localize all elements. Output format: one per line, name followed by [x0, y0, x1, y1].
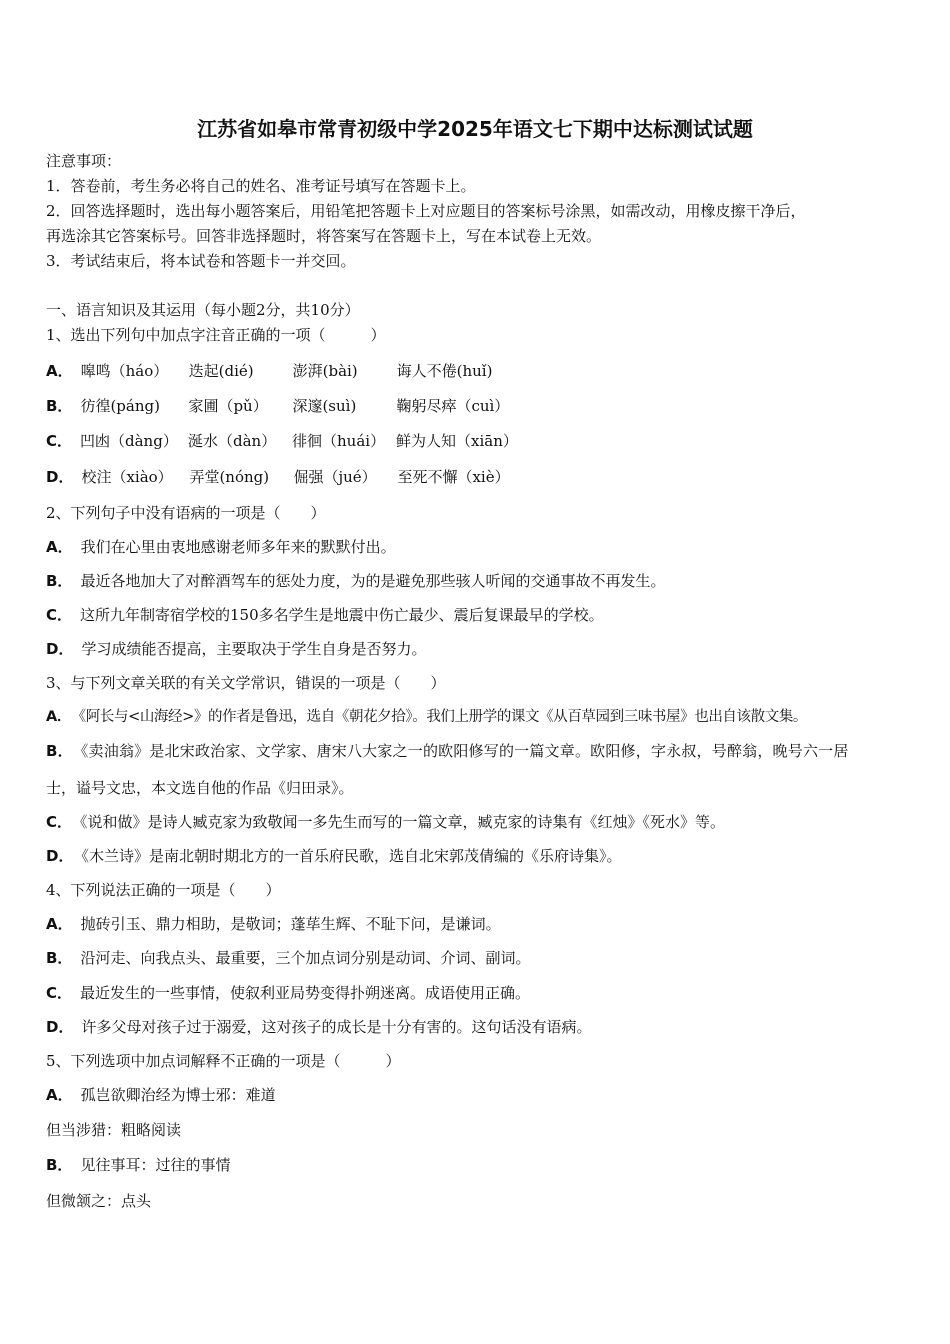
q4-option-d — [46, 1017, 591, 1037]
option-label: D． — [46, 640, 74, 658]
q3-stem: 3、与下列文章关联的有关文学常识，错误的一项是（ ） — [46, 674, 446, 692]
q2-option-a — [46, 537, 396, 557]
notice-item-2: 2．回答选择题时，选出每小题答案后，用铅笔把答题卡上对应题目的答案标号涂黑，如需改动，用橡皮擦干净后， — [46, 202, 806, 220]
option-text: 这所九年制寄宿学校的150多名学生是地震中伤亡最少、震后复课最早的学校。 — [80, 606, 604, 624]
option-part: 鞠躬尽瘁（cuì） — [396, 397, 510, 415]
option-part: 涎水（dàn） — [188, 432, 277, 450]
q1-option-a — [46, 361, 492, 381]
q4-option-b — [46, 948, 530, 968]
option-part: 校注（xiào） — [81, 468, 173, 486]
notice-heading: 注意事项： — [46, 152, 122, 170]
q5-stem: 5、下列选项中加点词解释不正确的一项是（ ） — [46, 1052, 401, 1070]
option-label: C． — [46, 432, 73, 450]
option-part: 至死不懈（xiè） — [397, 468, 510, 486]
option-label: C． — [46, 813, 73, 831]
option-part: 徘徊（huái） — [292, 432, 386, 450]
option-text: 《木兰诗》是南北朝时期北方的一首乐府民歌，选自北宋郭茂倩编的《乐府诗集》。 — [81, 847, 622, 865]
q5-option-b — [46, 1155, 230, 1175]
q3-option-b — [46, 741, 849, 761]
q3-option-a — [46, 707, 807, 727]
option-part: 迭起(dié) — [188, 362, 254, 380]
option-text: 《卖油翁》是北宋政治家、文学家、唐宋八大家之一的欧阳修写的一篇文章。欧阳修，字永叔，号醉翁，晚号六一居 — [80, 742, 849, 760]
option-label: A． — [46, 709, 71, 725]
option-text: 《阿长与<山海经>》的作者是鲁迅，选自《朝花夕拾》。我们上册学的课文《从百草园到三味书屋》也出自该散文集。 — [78, 709, 808, 725]
option-text: 学习成绩能否提高，主要取决于学生自身是否努力。 — [81, 640, 427, 658]
q1-option-c — [46, 431, 518, 451]
option-text: 我们在心里由衷地感谢老师多年来的默默付出。 — [80, 538, 396, 556]
option-part: 澎湃(bài) — [292, 362, 358, 380]
q2-option-b — [46, 571, 665, 591]
page-title: 江苏省如皋市常青初级中学2025年语文七下期中达标测试试题 — [197, 117, 753, 141]
option-part: 深邃(suì) — [292, 397, 357, 415]
q5-option-a — [46, 1085, 276, 1105]
q4-option-c — [46, 983, 530, 1003]
option-label: A． — [46, 362, 73, 380]
option-part: 弄堂(nóng) — [189, 468, 270, 486]
option-part: 家圃（pǔ） — [188, 397, 268, 415]
option-label: B． — [46, 742, 73, 760]
option-label: C． — [46, 606, 73, 624]
section-heading: 一、语言知识及其运用（每小题2分，共10分） — [46, 301, 360, 319]
notice-item-3: 3．考试结束后，将本试卷和答题卡一并交回。 — [46, 252, 356, 270]
q1-option-b — [46, 396, 509, 416]
option-part: 诲人不倦(huǐ) — [396, 362, 493, 380]
q2-option-d — [46, 639, 426, 659]
q5-option-b-second: 但微颔之：点头 — [46, 1192, 152, 1210]
option-part: 嗥鸣（háo） — [80, 362, 169, 380]
q5-option-a-second: 但当涉猎：粗略阅读 — [46, 1121, 182, 1139]
option-part: 倔强（jué） — [293, 468, 377, 486]
option-text: 《说和做》是诗人臧克家为致敬闻一多先生而写的一篇文章，臧克家的诗集有《红烛》《死水》等。 — [80, 813, 726, 831]
q4-option-a — [46, 914, 501, 934]
option-label: B． — [46, 572, 73, 590]
option-label: B． — [46, 397, 73, 415]
option-text: 许多父母对孩子过于溺爱，这对孩子的成长是十分有害的。这句话没有语病。 — [81, 1018, 592, 1036]
q3-option-c — [46, 812, 725, 832]
q4-stem: 4、下列说法正确的一项是（ ） — [46, 881, 281, 899]
option-label: D． — [46, 468, 74, 486]
option-label: A． — [46, 915, 73, 933]
q3-option-b-cont: 士，谥号文忠，本文选自他的作品《归田录》。 — [46, 779, 354, 797]
option-text: 见往事耳：过往的事情 — [80, 1156, 231, 1174]
q2-option-c — [46, 605, 604, 625]
option-label: A． — [46, 538, 73, 556]
option-text: 最近发生的一些事情，使叙利亚局势变得扑朔迷离。成语使用正确。 — [80, 984, 531, 1002]
option-label: C． — [46, 984, 73, 1002]
option-text: 孤岂欲卿治经为博士邪：难道 — [80, 1086, 276, 1104]
option-label: D． — [46, 1018, 74, 1036]
q1-option-d — [46, 467, 510, 487]
option-part: 鲜为人知（xiān） — [396, 432, 518, 450]
q3-option-d — [46, 846, 621, 866]
option-label: D． — [46, 847, 74, 865]
option-part: 彷徨(páng) — [80, 397, 160, 415]
notice-item-2-cont: 再选涂其它答案标号。回答非选择题时，将答案写在答题卡上，写在本试卷上无效。 — [46, 227, 602, 245]
option-label: B． — [46, 1156, 73, 1174]
option-text: 最近各地加大了对醉酒驾车的惩处力度，为的是避免那些骇人听闻的交通事故不再发生。 — [80, 572, 666, 590]
option-label: A． — [46, 1086, 73, 1104]
q1-stem: 1、选出下列句中加点字注音正确的一项（ ） — [46, 326, 386, 344]
option-part: 凹凼（dàng） — [80, 432, 178, 450]
option-text: 沿河走、向我点头、最重要，三个加点词分别是动词、介词、副词。 — [80, 949, 531, 967]
option-label: B． — [46, 949, 73, 967]
q2-stem: 2、下列句子中没有语病的一项是（ ） — [46, 504, 326, 522]
notice-item-1: 1．答卷前，考生务必将自己的姓名、准考证号填写在答题卡上。 — [46, 177, 476, 195]
option-text: 抛砖引玉、鼎力相助，是敬词；蓬荜生辉、不耻下问，是谦词。 — [80, 915, 501, 933]
